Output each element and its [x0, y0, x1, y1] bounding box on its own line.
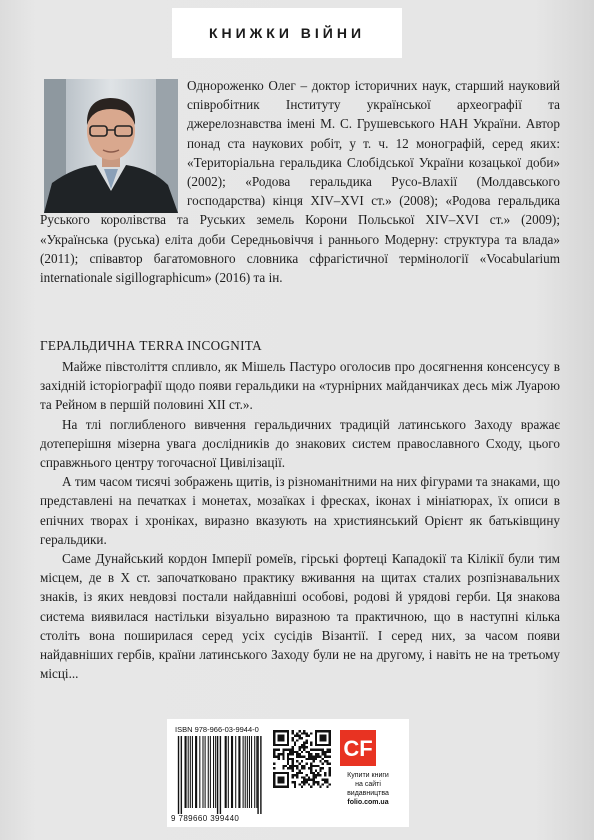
qr-module: [310, 769, 312, 771]
qr-module: [329, 767, 331, 769]
qr-module: [315, 753, 317, 755]
qr-module: [322, 753, 324, 755]
qr-module: [292, 751, 294, 753]
barcode-bar: [249, 736, 250, 808]
qr-module: [310, 744, 312, 746]
qr-module: [278, 756, 280, 758]
qr-module: [292, 781, 294, 783]
barcode-bar: [257, 736, 258, 814]
qr-module: [292, 774, 294, 776]
qr-module: [324, 772, 326, 774]
qr-module: [310, 732, 312, 734]
barcode-bar: [205, 736, 206, 808]
qr-module: [312, 760, 314, 762]
qr-module: [278, 749, 280, 751]
barcode-bar: [245, 736, 246, 808]
qr-module: [303, 781, 305, 783]
qr-module: [315, 756, 317, 758]
publisher-logo-text: CF: [343, 736, 373, 761]
qr-module: [282, 753, 284, 755]
qr-module: [289, 765, 291, 767]
qr-module: [292, 753, 294, 755]
qr-module: [296, 765, 298, 767]
qr-module: [305, 779, 307, 781]
qr-module: [317, 753, 319, 755]
qr-module: [294, 774, 296, 776]
qr-module: [305, 758, 307, 760]
barcode-bar: [254, 736, 255, 808]
qr-module: [319, 760, 321, 762]
qr-module: [299, 753, 301, 755]
qr-module: [294, 742, 296, 744]
qr-module: [280, 753, 282, 755]
isbn-label: ISBN 978-966-03-9944-0: [175, 725, 259, 734]
qr-code: [273, 730, 331, 788]
qr-module: [312, 756, 314, 758]
qr-module: [329, 762, 331, 764]
barcode-bar: [220, 736, 221, 814]
qr-finder: [319, 735, 326, 742]
qr-module: [305, 739, 307, 741]
qr-module: [289, 749, 291, 751]
qr-module: [305, 742, 307, 744]
qr-module: [310, 758, 312, 760]
qr-module: [317, 783, 319, 785]
qr-module: [310, 742, 312, 744]
qr-module: [299, 783, 301, 785]
qr-module: [275, 749, 277, 751]
qr-module: [317, 749, 319, 751]
qr-module: [308, 758, 310, 760]
qr-module: [305, 781, 307, 783]
qr-module: [310, 762, 312, 764]
qr-module: [292, 765, 294, 767]
qr-module: [292, 746, 294, 748]
barcode-bar: [192, 736, 193, 808]
barcode-bar: [188, 736, 189, 808]
qr-module: [292, 732, 294, 734]
barcode-bar: [210, 736, 211, 808]
qr-module: [282, 756, 284, 758]
qr-module: [299, 769, 301, 771]
qr-module: [296, 739, 298, 741]
qr-module: [299, 746, 301, 748]
qr-module: [299, 730, 301, 732]
qr-module: [312, 776, 314, 778]
qr-module: [319, 749, 321, 751]
publisher-caption-line: Купити книги: [347, 772, 389, 779]
author-bio: [40, 76, 560, 287]
qr-module: [287, 758, 289, 760]
qr-module: [315, 781, 317, 783]
qr-module: [326, 786, 328, 788]
qr-module: [310, 786, 312, 788]
qr-module: [308, 751, 310, 753]
qr-module: [310, 753, 312, 755]
qr-module: [308, 783, 310, 785]
annotation-paragraph: На тлі поглибленого вивчення геральдичних традицій латинського Заходу вражає дотеперішня мізерна увага дослідників до знакових систем православного Сходу, цього справжнього центру тогочасної Цивілізації.: [40, 416, 560, 471]
qr-module: [301, 781, 303, 783]
qr-module: [305, 751, 307, 753]
barcode-bar: [243, 736, 244, 808]
qr-module: [296, 772, 298, 774]
qr-module: [319, 767, 321, 769]
qr-module: [294, 786, 296, 788]
qr-module: [294, 781, 296, 783]
qr-module: [303, 776, 305, 778]
qr-module: [315, 776, 317, 778]
qr-module: [292, 737, 294, 739]
qr-module: [326, 749, 328, 751]
qr-module: [315, 749, 317, 751]
qr-module: [322, 762, 324, 764]
series-title: КНИЖКИ ВІЙНИ: [172, 8, 402, 58]
qr-module: [329, 756, 331, 758]
qr-module: [319, 774, 321, 776]
qr-module: [308, 753, 310, 755]
barcode-bar: [215, 736, 216, 808]
publisher-url: folio.com.ua: [347, 799, 389, 806]
qr-module: [326, 762, 328, 764]
qr-finder: [278, 776, 285, 783]
qr-module: [315, 769, 317, 771]
barcode-panel: [167, 719, 409, 827]
qr-module: [308, 776, 310, 778]
barcode-bar: [208, 736, 209, 808]
qr-module: [322, 749, 324, 751]
qr-module: [322, 758, 324, 760]
qr-module: [301, 746, 303, 748]
qr-module: [322, 767, 324, 769]
qr-module: [303, 767, 305, 769]
qr-module: [324, 756, 326, 758]
qr-module: [301, 765, 303, 767]
qr-module: [303, 783, 305, 785]
barcode-bar: [185, 736, 187, 808]
qr-module: [299, 749, 301, 751]
qr-module: [310, 756, 312, 758]
publisher-logo-icon: [340, 730, 376, 766]
qr-module: [312, 779, 314, 781]
qr-module: [324, 760, 326, 762]
qr-module: [324, 774, 326, 776]
qr-module: [329, 769, 331, 771]
qr-module: [299, 735, 301, 737]
qr-module: [322, 779, 324, 781]
qr-module: [292, 762, 294, 764]
qr-module: [326, 756, 328, 758]
qr-module: [312, 749, 314, 751]
qr-module: [282, 765, 284, 767]
qr-module: [326, 779, 328, 781]
qr-module: [303, 765, 305, 767]
qr-module: [319, 786, 321, 788]
qr-module: [324, 781, 326, 783]
qr-module: [329, 749, 331, 751]
qr-module: [294, 783, 296, 785]
qr-module: [289, 753, 291, 755]
qr-module: [273, 756, 275, 758]
qr-module: [296, 753, 298, 755]
publisher-caption: [332, 771, 404, 807]
qr-module: [285, 749, 287, 751]
qr-module: [296, 735, 298, 737]
qr-module: [329, 774, 331, 776]
qr-module: [292, 758, 294, 760]
qr-module: [296, 751, 298, 753]
qr-module: [273, 749, 275, 751]
qr-module: [273, 753, 275, 755]
qr-module: [301, 776, 303, 778]
qr-module: [296, 756, 298, 758]
qr-module: [310, 779, 312, 781]
qr-module: [308, 735, 310, 737]
annotation-paragraph: Майже півстоліття спливло, як Мішель Пастуро оголосив про досягнення консенсусу в західній історіографії щодо появи геральдики на «турнірних майданчиках десь між Луарою та Рейном в першій половині XII ст.».: [40, 359, 560, 413]
barcode-digits: 9 789660 399440: [171, 814, 240, 823]
qr-module: [329, 751, 331, 753]
qr-module: [310, 767, 312, 769]
barcode-bar: [195, 736, 197, 808]
qr-module: [317, 774, 319, 776]
qr-module: [303, 746, 305, 748]
barcode-bar: [238, 736, 240, 808]
qr-module: [292, 730, 294, 732]
qr-module: [315, 765, 317, 767]
qr-module: [294, 735, 296, 737]
qr-module: [299, 737, 301, 739]
qr-module: [292, 769, 294, 771]
qr-module: [303, 779, 305, 781]
qr-module: [329, 772, 331, 774]
qr-module: [292, 767, 294, 769]
qr-module: [301, 756, 303, 758]
barcode-bar: [225, 736, 227, 808]
qr-module: [299, 756, 301, 758]
qr-module: [326, 781, 328, 783]
qr-module: [312, 758, 314, 760]
qr-module: [317, 772, 319, 774]
author-bio-text: Однороженко Олег – доктор історичних наук, старший науковий співробітник Інституту української археографії та джерелознавства імені М. С. Грушевського НАН України. Автор понад ста наукових робіт, у т. ч. 12 монографій, серед яких: «Територіальна геральдика Слобідської України козацької доби» (2002); «Родова геральдика Русо-Влахії (Молдавського господарства) кінця XIV–XVI ст.» (2008); «Родова геральдика Руського королівства та Руських земель Корони Польської XIV–XVI ст.» (2009); «Українська (руська) еліта доби Середньовіччя і раннього Модерну: структура та влада» (2011); співавтор багатомовного словника сфрагістичної термінології «Vocabularium internationale sigillographicum» (2016) та ін.: [40, 78, 560, 286]
qr-module: [303, 730, 305, 732]
barcode-bar: [235, 736, 236, 808]
qr-module: [305, 774, 307, 776]
ean-barcode: [175, 736, 267, 814]
qr-module: [287, 767, 289, 769]
qr-module: [301, 732, 303, 734]
qr-module: [324, 751, 326, 753]
qr-module: [287, 753, 289, 755]
qr-module: [326, 760, 328, 762]
qr-module: [312, 772, 314, 774]
qr-module: [275, 756, 277, 758]
qr-module: [303, 744, 305, 746]
qr-module: [282, 767, 284, 769]
qr-module: [299, 772, 301, 774]
barcode-bar: [217, 736, 218, 814]
annotation-paragraph: А тим часом тисячі зображень щитів, із різноманітними на них фігурами та знаками, що представлені на печатках і монетах, мозаїках і фресках, іконах і мініатюрах, їх описи в епічних творах і хроніках, виразно вказують на християнський Орієнт як батьківщину геральдики.: [40, 474, 560, 547]
publisher-caption-line: на сайті: [355, 781, 381, 788]
qr-module: [310, 749, 312, 751]
qr-module: [312, 783, 314, 785]
qr-module: [301, 786, 303, 788]
qr-module: [273, 762, 275, 764]
barcode-bar: [181, 736, 182, 814]
barcode-bar: [199, 736, 200, 808]
qr-module: [278, 758, 280, 760]
qr-module: [294, 751, 296, 753]
barcode-bar: [213, 736, 214, 808]
qr-module: [282, 758, 284, 760]
qr-module: [301, 760, 303, 762]
qr-module: [292, 749, 294, 751]
qr-module: [303, 742, 305, 744]
qr-module: [289, 767, 291, 769]
qr-module: [278, 753, 280, 755]
annotation-text: [40, 357, 560, 683]
qr-module: [301, 751, 303, 753]
barcode-bar: [256, 736, 257, 808]
qr-module: [305, 735, 307, 737]
qr-module: [273, 751, 275, 753]
qr-module: [303, 732, 305, 734]
qr-module: [317, 765, 319, 767]
qr-module: [296, 767, 298, 769]
qr-module: [310, 772, 312, 774]
qr-module: [305, 732, 307, 734]
qr-module: [308, 767, 310, 769]
barcode-bar: [228, 736, 229, 808]
qr-module: [308, 779, 310, 781]
qr-module: [312, 781, 314, 783]
qr-module: [292, 739, 294, 741]
qr-module: [315, 774, 317, 776]
barcode-bar: [260, 736, 261, 814]
qr-module: [292, 760, 294, 762]
barcode-bar: [202, 736, 203, 808]
qr-module: [310, 765, 312, 767]
qr-module: [303, 749, 305, 751]
qr-module: [294, 744, 296, 746]
qr-module: [322, 783, 324, 785]
qr-module: [305, 762, 307, 764]
qr-module: [303, 756, 305, 758]
qr-module: [312, 765, 314, 767]
qr-module: [301, 737, 303, 739]
qr-module: [285, 765, 287, 767]
barcode-bar: [231, 736, 233, 808]
qr-module: [282, 751, 284, 753]
qr-module: [287, 749, 289, 751]
qr-module: [319, 756, 321, 758]
qr-module: [312, 774, 314, 776]
qr-module: [296, 774, 298, 776]
qr-module: [305, 746, 307, 748]
qr-module: [308, 756, 310, 758]
qr-module: [294, 765, 296, 767]
book-title: ГЕРАЛЬДИЧНА TERRA INCOGNITA: [40, 338, 262, 353]
qr-module: [315, 758, 317, 760]
annotation-paragraph: Саме Дунайський кордон Імперії ромеїв, гірські фортеці Кападокії та Кілікії були тим місцем, де в X ст. започатковано практику вживання на щитах сталих розпізнавальних знаків, із яких невдовзі постали найдавніші особові, родові й урядові герби. Ця знакова система виявилася настільки візуально виразною та практичною, що в наступні кілька століть вона поширилася серед усіх сусідів Візантії. І серед них, за часом появи найдавніших гербів, країни латинського Заходу були не на другому, і навіть не на третьому місці...: [40, 551, 560, 682]
qr-module: [296, 776, 298, 778]
barcode-bar: [247, 736, 248, 808]
qr-module: [296, 760, 298, 762]
qr-module: [322, 751, 324, 753]
qr-module: [329, 783, 331, 785]
publisher-caption-line: видавництва: [347, 790, 389, 797]
barcode-bar: [251, 736, 252, 808]
qr-module: [301, 744, 303, 746]
qr-module: [317, 781, 319, 783]
qr-module: [301, 772, 303, 774]
qr-module: [324, 753, 326, 755]
barcode-bar: [178, 736, 179, 814]
barcode-bar: [190, 736, 191, 808]
qr-module: [289, 751, 291, 753]
qr-module: [301, 767, 303, 769]
qr-module: [296, 732, 298, 734]
qr-module: [273, 767, 275, 769]
qr-module: [282, 749, 284, 751]
qr-finder: [278, 735, 285, 742]
qr-module: [324, 779, 326, 781]
qr-module: [299, 762, 301, 764]
qr-module: [326, 751, 328, 753]
qr-module: [317, 756, 319, 758]
qr-module: [292, 776, 294, 778]
qr-module: [287, 756, 289, 758]
qr-module: [287, 760, 289, 762]
qr-module: [319, 769, 321, 771]
qr-module: [289, 758, 291, 760]
qr-module: [287, 762, 289, 764]
